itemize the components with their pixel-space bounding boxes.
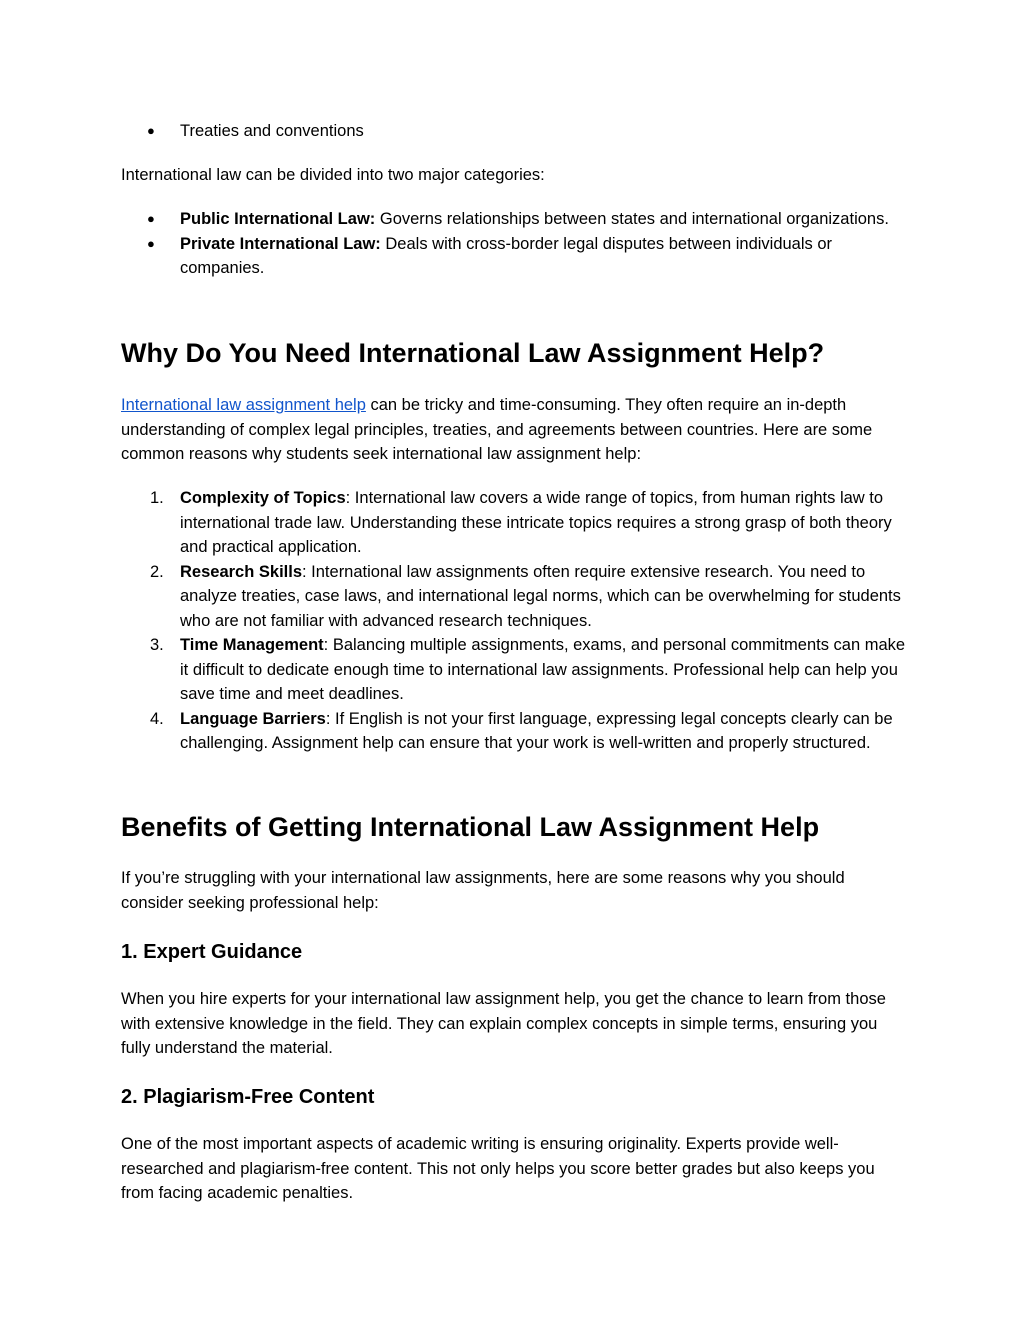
number-marker: 2. [150,562,164,581]
list-item [121,207,911,232]
list-item [121,232,911,281]
reason-text: : International law assignments often require extensive research. You need to analyze treaties, case laws, and international legal norms, which can be overwhelming for students who are not familiar with advanced research techniques. [180,562,901,630]
reason-text: : If English is not your first language, expressing legal concepts clearly can be challenging. Assignment help can ensure that your work is well-written and properly structured. [180,709,893,752]
list-item [121,707,911,756]
bullet-text: Treaties and conventions [180,122,364,140]
reason-title: Time Management [180,636,324,654]
categories-intro: International law can be divided into two major categories: [121,166,545,184]
reason-text: : International law covers a wide range of topics, from human rights law to international trade law. Understanding these intricate topics requires a strong grasp of both theory and practical application. [180,489,892,556]
bullet-marker: ● [147,211,155,226]
plagiarism-free-text: One of the most important aspects of academic writing is ensuring originality. Experts provide well-researched and plagiarism-free content. This not only helps you score better grades but also keeps you from facing academic penalties. [121,1135,875,1202]
reason-text: : Balancing multiple assignments, exams, and personal commitments can make it difficult to dedicate enough time to international law assignments. Professional help can help you save time and meet deadlines. [180,636,906,703]
reason-title: Research Skills [180,562,302,581]
list-item [121,560,911,634]
number-marker: 3. [150,636,164,654]
number-marker: 1. [150,489,164,507]
section-heading-benefits: Benefits of Getting International Law Assignment Help [121,812,820,842]
benefits-intro: If you’re struggling with your international law assignments, here are some reasons why you should consider seeking professional help: [121,869,845,912]
category-description: Deals with cross-border legal disputes between individuals or companies. [180,234,833,277]
reason-title: Complexity of Topics [180,489,346,507]
section-heading-why: Why Do You Need International Law Assignment Help? [121,338,825,368]
expert-guidance-text: When you hire experts for your international law assignment help, you get the chance to learn from those with extensive knowledge in the field. They can explain complex concepts in simple terms, ensuring you fully understand the material. [121,990,886,1057]
subheading-expert-guidance: 1. Expert Guidance [121,941,303,963]
why-paragraph [121,393,911,467]
bullet-marker: ● [147,123,155,138]
intro-bullet-list [121,119,911,144]
list-item [121,633,911,707]
number-marker: 4. [150,709,164,728]
category-term: Private International Law: [180,234,381,253]
subheading-plagiarism-free: 2. Plagiarism-Free Content [121,1086,375,1108]
category-description: Governs relationships between states and international organizations. [375,210,889,228]
list-item [121,119,911,144]
category-term: Public International Law: [180,210,376,228]
assignment-help-link[interactable]: International law assignment help [121,396,366,414]
list-item [121,486,911,560]
why-paragraph-text: can be tricky and time-consuming. They often require an in-depth understanding of complex legal principles, treaties, and agreements between countries. Here are some common reasons why students seek international law assignment help: [121,396,873,463]
reason-title: Language Barriers [180,709,326,728]
categories-list [121,207,911,281]
reasons-list [121,486,911,756]
bullet-marker: ● [147,235,155,251]
